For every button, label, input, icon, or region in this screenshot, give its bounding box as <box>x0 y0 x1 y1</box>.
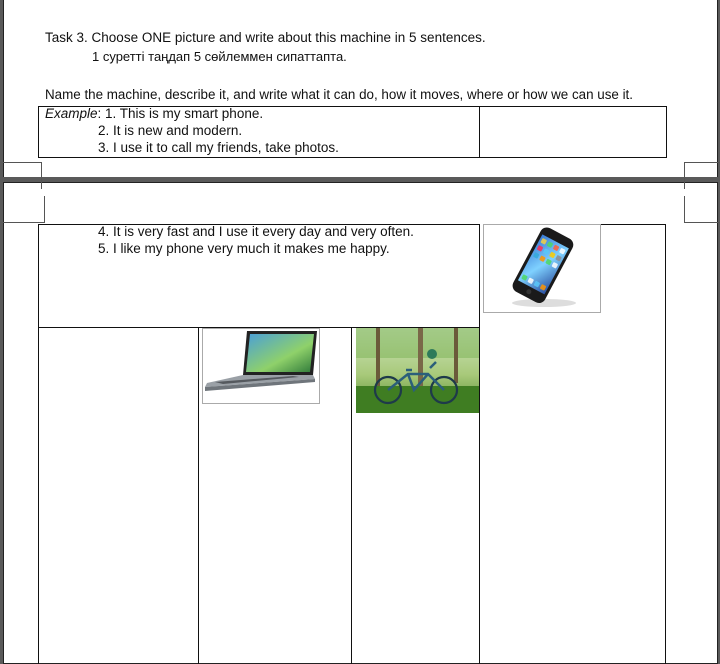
table-border <box>665 224 666 664</box>
table-border <box>599 224 666 225</box>
task-heading <box>45 30 486 46</box>
laptop-icon <box>203 329 319 403</box>
crop-mark <box>3 162 42 189</box>
emphasis-five: 5 sentences. <box>409 30 486 45</box>
table-divider <box>479 224 480 664</box>
table-divider <box>479 106 480 157</box>
task-text: Choose <box>91 30 139 45</box>
table-border <box>38 224 39 664</box>
smartphone-icon <box>484 225 600 312</box>
emphasis-one: ONE <box>141 30 172 45</box>
table-divider <box>351 327 352 664</box>
smartphone-picture[interactable] <box>483 224 601 313</box>
task-instruction: Name the machine, describe it, and write what it can do, how it moves, where or how we can use it. <box>45 87 633 102</box>
example-label: Example <box>45 106 98 121</box>
example-sentence: : 1. This is my smart phone. <box>97 106 264 121</box>
kazakh-instruction: 1 суретті таңдап 5 сөйлеммен сипаттапта. <box>92 49 347 64</box>
example-line-2: 2. It is new and modern. <box>98 123 243 138</box>
example-line-3: 3. I use it to call my friends, take photos. <box>98 140 339 155</box>
example-line-5: 5. I like my phone very much it makes me happy. <box>98 241 390 256</box>
table-divider <box>198 327 199 664</box>
laptop-picture[interactable] <box>202 328 320 404</box>
task-text: picture and write about this machine in <box>174 30 406 45</box>
example-line-1 <box>45 106 263 122</box>
crop-mark <box>3 196 45 223</box>
bicycle-icon <box>356 328 479 413</box>
bicycle-picture[interactable] <box>356 328 479 413</box>
example-line-4: 4. It is very fast and I use it every day and very often. <box>98 224 414 239</box>
crop-mark <box>684 162 720 189</box>
crop-mark <box>684 196 720 223</box>
task-label: Task 3. <box>45 30 88 45</box>
